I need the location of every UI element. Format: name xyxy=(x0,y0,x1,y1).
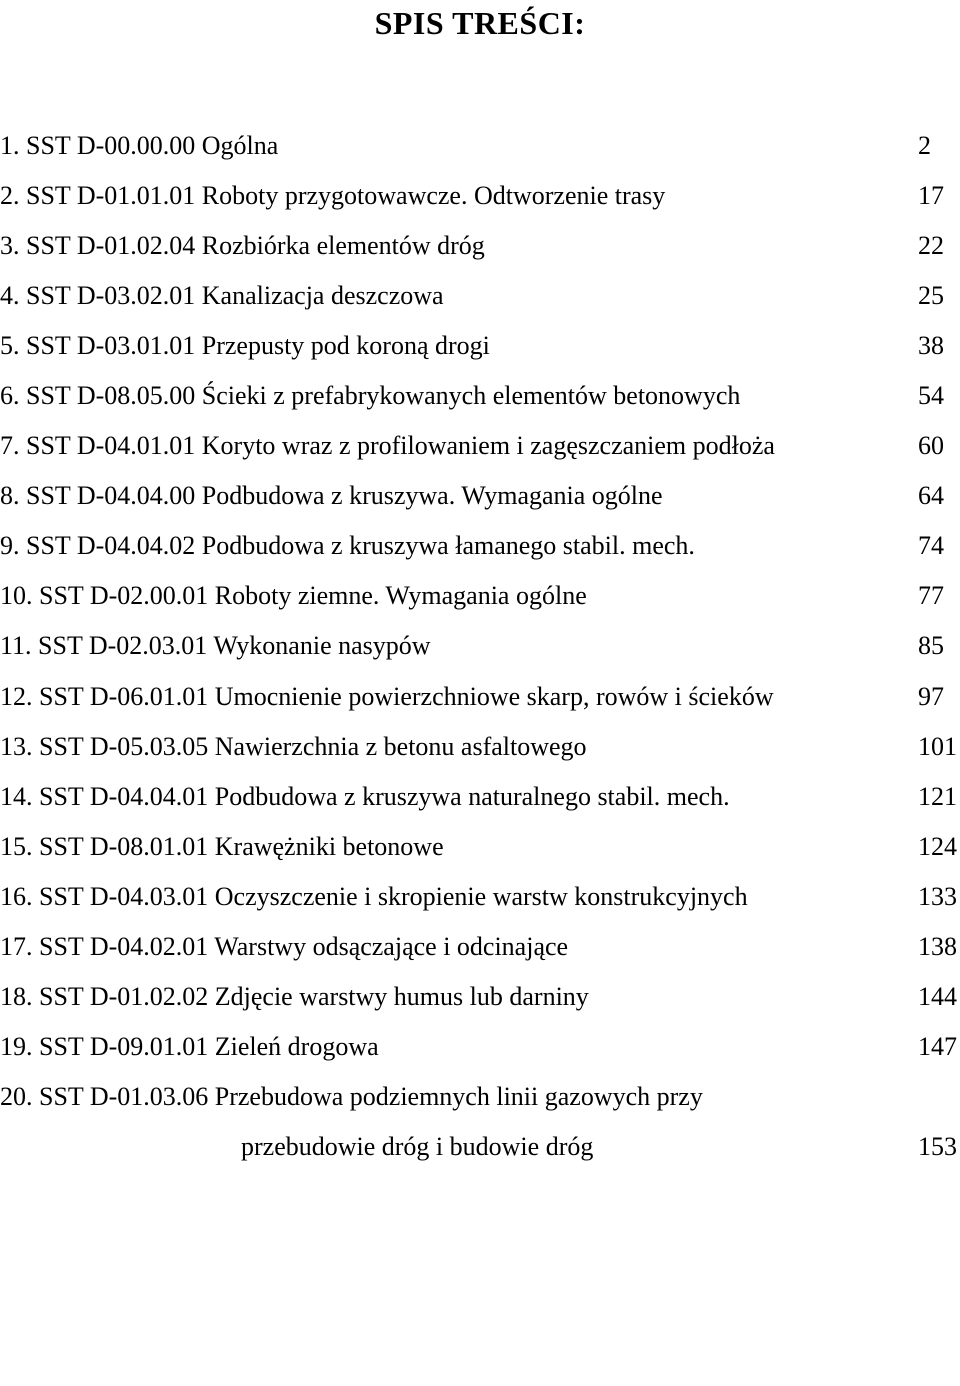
page-title: SPIS TREŚCI: xyxy=(374,5,586,41)
toc-row xyxy=(0,221,960,271)
toc-page-number: 101 xyxy=(918,731,957,761)
toc-entry-title: 14. SST D-04.04.01 Podbudowa z kruszywa naturalnego stabil. mech. xyxy=(0,781,730,811)
toc-row xyxy=(0,121,960,171)
toc-entry-title: 9. SST D-04.04.02 Podbudowa z kruszywa łamanego stabil. mech. xyxy=(0,531,695,561)
toc-row xyxy=(0,171,960,221)
toc-entry-title: 13. SST D-05.03.05 Nawierzchnia z betonu asfaltowego xyxy=(0,731,587,761)
toc-entry-title: 1. SST D-00.00.00 Ogólna xyxy=(0,131,279,160)
toc-row xyxy=(0,571,960,621)
toc-page-number: 38 xyxy=(918,331,944,361)
table-of-contents xyxy=(0,121,960,1172)
toc-page-number: 133 xyxy=(918,881,957,911)
toc-entry-title: 2. SST D-01.01.01 Roboty przygotowawcze. Odtworzenie trasy xyxy=(0,181,666,211)
toc-page-number: 97 xyxy=(918,681,944,711)
toc-page-number: 64 xyxy=(918,481,944,511)
toc-page-number: 85 xyxy=(918,631,944,661)
toc-entry-title: 8. SST D-04.04.00 Podbudowa z kruszywa. Wymagania ogólne xyxy=(0,481,663,511)
toc-row xyxy=(0,421,960,471)
toc-entry-title: 11. SST D-02.03.01 Wykonanie nasypów xyxy=(0,631,431,661)
toc-row xyxy=(0,621,960,671)
toc-row xyxy=(0,1072,960,1122)
toc-entry-title: 7. SST D-04.01.01 Koryto wraz z profilowaniem i zagęszczaniem podłoża xyxy=(0,431,775,461)
toc-row xyxy=(0,772,960,822)
toc-page-number: 138 xyxy=(918,931,957,961)
toc-row xyxy=(0,271,960,321)
toc-page-number: 124 xyxy=(918,831,957,861)
toc-entry-title: 12. SST D-06.01.01 Umocnienie powierzchniowe skarp, rowów i ścieków xyxy=(0,681,774,711)
toc-entry-title: 5. SST D-03.01.01 Przepusty pod koroną drogi xyxy=(0,331,490,361)
toc-page-number: 54 xyxy=(918,381,944,411)
toc-page-number: 22 xyxy=(918,231,944,261)
toc-entry-title: 17. SST D-04.02.01 Warstwy odsączające i odcinające xyxy=(0,931,569,961)
toc-entry-title: 20. SST D-01.03.06 Przebudowa podziemnych linii gazowych przy xyxy=(0,1081,703,1111)
toc-entry-continuation: przebudowie dróg i budowie dróg xyxy=(241,1131,594,1161)
toc-row xyxy=(0,471,960,521)
toc-page-number: 77 xyxy=(918,581,944,611)
toc-page-number: 60 xyxy=(918,431,944,461)
toc-entry-title: 10. SST D-02.00.01 Roboty ziemne. Wymagania ogólne xyxy=(0,581,587,611)
toc-row xyxy=(0,822,960,872)
toc-entry-title: 3. SST D-01.02.04 Rozbiórka elementów dróg xyxy=(0,231,485,261)
toc-page-number: 144 xyxy=(918,981,957,1011)
toc-row xyxy=(0,1022,960,1072)
toc-page-number: 25 xyxy=(918,281,944,311)
toc-entry-title: 16. SST D-04.03.01 Oczyszczenie i skropienie warstw konstrukcyjnych xyxy=(0,881,748,911)
toc-page-number: 2 xyxy=(918,131,931,160)
toc-entry-title: 6. SST D-08.05.00 Ścieki z prefabrykowanych elementów betonowych xyxy=(0,381,741,411)
toc-entry-title: 19. SST D-09.01.01 Zieleń drogowa xyxy=(0,1031,379,1061)
toc-page-number: 17 xyxy=(918,181,944,211)
toc-page-number: 147 xyxy=(918,1031,957,1061)
toc-row xyxy=(0,922,960,972)
toc-row xyxy=(0,521,960,571)
toc-page-number: 121 xyxy=(918,781,957,811)
toc-page-number: 74 xyxy=(918,531,944,561)
toc-entry-title: 18. SST D-01.02.02 Zdjęcie warstwy humus lub darniny xyxy=(0,981,589,1011)
toc-row xyxy=(0,371,960,421)
toc-entry-title: 15. SST D-08.01.01 Krawężniki betonowe xyxy=(0,831,444,861)
toc-row-continuation xyxy=(0,1122,960,1172)
toc-row xyxy=(0,321,960,371)
toc-entry-title: 4. SST D-03.02.01 Kanalizacja deszczowa xyxy=(0,281,444,311)
toc-row xyxy=(0,872,960,922)
toc-row xyxy=(0,722,960,772)
toc-row xyxy=(0,972,960,1022)
toc-row xyxy=(0,672,960,722)
toc-page-number: 153 xyxy=(918,1131,957,1161)
